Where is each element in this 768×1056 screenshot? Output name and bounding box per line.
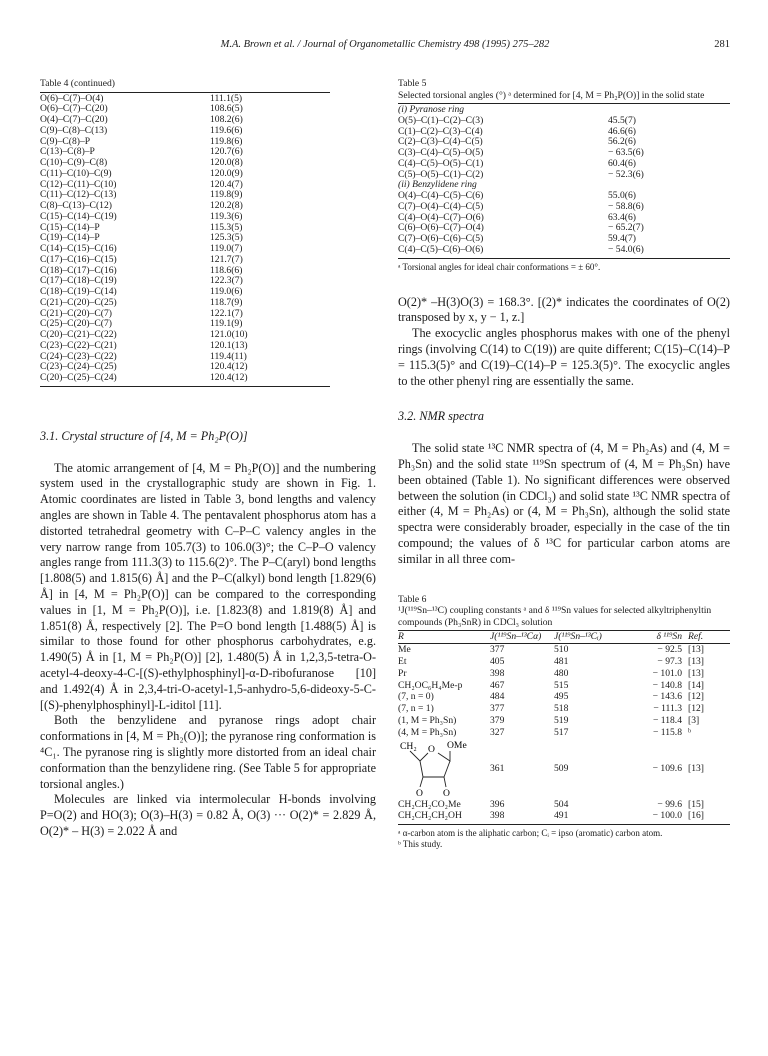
table-cell: 121.0(10) bbox=[210, 329, 248, 341]
table5-group-rows bbox=[398, 116, 730, 181]
table-cell: 484 bbox=[490, 691, 505, 703]
ring-bond-right bbox=[438, 751, 450, 761]
table-cell: [3] bbox=[688, 715, 700, 726]
table-cell: − 100.0 bbox=[652, 810, 682, 822]
table-cell: 519 bbox=[554, 715, 569, 726]
table5-group-title: (i) Pyranose ring bbox=[398, 104, 465, 116]
table-cell: 405 bbox=[490, 656, 505, 668]
table-cell: − 115.8 bbox=[652, 726, 682, 738]
table-cell: 45.5(7) bbox=[608, 114, 636, 126]
table-row bbox=[40, 169, 376, 180]
table-cell: Et bbox=[398, 656, 407, 668]
right-paragraph-continued: O(2)* –H(3)O(3) = 168.3°. [(2)* indicates the coordinates of O(2) transposed by x, y − 1, z.] bbox=[398, 294, 730, 325]
table5 bbox=[398, 78, 730, 273]
table5-footnote: ᵃ Torsional angles for ideal chair conformations = ± 60°. bbox=[398, 261, 601, 272]
table6-bottom-rule bbox=[398, 824, 730, 825]
table4 bbox=[40, 78, 376, 387]
table-cell: ᵇ bbox=[688, 726, 691, 738]
table-cell: CH₂OC₆H₄Me-p bbox=[398, 679, 463, 691]
table-cell: 120.1(13) bbox=[210, 339, 248, 351]
table-cell: C(21)–C(20)–C(25) bbox=[40, 296, 117, 308]
table-cell: C(2)–C(3)–C(4)–C(5) bbox=[398, 136, 483, 148]
table6-cell: 509 bbox=[554, 762, 569, 774]
table6-header-delta-sn: δ ¹¹⁹Sn bbox=[656, 631, 682, 643]
table6-structure-row bbox=[398, 739, 730, 799]
table-cell: C(19)–C(14)–P bbox=[40, 232, 100, 244]
table4-rows bbox=[40, 94, 376, 384]
table-cell: 517 bbox=[554, 726, 569, 738]
table5-caption: Table 5 bbox=[398, 78, 427, 89]
table-cell: − 63.5(6) bbox=[608, 147, 644, 159]
table-row bbox=[398, 703, 730, 715]
table-cell: O(4)–C(7)–C(20) bbox=[40, 114, 108, 126]
table-cell: CH₂CH₂CH₂OH bbox=[398, 810, 462, 822]
table-cell: [16] bbox=[688, 810, 704, 822]
table-cell: (1, M = Ph₃Sn) bbox=[398, 715, 457, 726]
structure-cell-spacer bbox=[398, 763, 490, 775]
table-cell: 467 bbox=[490, 679, 505, 691]
table-cell: C(14)–C(15)–C(16) bbox=[40, 243, 117, 255]
table-cell: C(20)–C(25)–C(24) bbox=[40, 372, 117, 384]
table-cell: − 140.8 bbox=[652, 679, 682, 691]
table6-footnote-b: ᵇ This study. bbox=[398, 839, 443, 850]
table-row bbox=[398, 245, 730, 256]
table-cell: 118.7(9) bbox=[210, 296, 243, 308]
table-cell: 518 bbox=[554, 703, 569, 715]
table-cell: − 58.8(6) bbox=[608, 200, 644, 212]
table-cell: − 97.3 bbox=[657, 656, 682, 668]
table-cell: C(3)–C(4)–C(5)–O(5) bbox=[398, 147, 484, 159]
table-row bbox=[398, 680, 730, 692]
table-cell: 504 bbox=[554, 798, 569, 810]
table-cell: C(9)–C(8)–C(13) bbox=[40, 124, 108, 136]
right-paragraph-2: The exocyclic angles phosphorus makes with one of the phenyl rings (involving C(14) to C(19)) are quite different; C(15)–C(14)–P = 115.3(5)° and C(19)–C(14)–P = 125.3(5)°. The exocyclic angles to the other phenyl ring are essentially the same. bbox=[398, 326, 730, 388]
table-cell: O(6)–C(7)–O(4) bbox=[40, 92, 104, 104]
table-row bbox=[40, 255, 376, 266]
table-cell: C(18)–C(17)–C(16) bbox=[40, 264, 117, 276]
table-cell: C(15)–C(14)–C(19) bbox=[40, 210, 117, 222]
page-number: 281 bbox=[714, 39, 730, 50]
table-cell: 377 bbox=[490, 644, 505, 656]
table-row bbox=[398, 715, 730, 727]
table4-bottom-rule bbox=[40, 386, 330, 387]
table-cell: 108.6(5) bbox=[210, 103, 243, 115]
table-cell: 120.4(12) bbox=[210, 361, 248, 373]
table-cell: CH₂CH₂CO₂Me bbox=[398, 798, 461, 810]
table-cell: [13] bbox=[688, 667, 704, 679]
table-cell: − 101.0 bbox=[652, 667, 682, 679]
table-cell: C(7)–O(4)–C(4)–C(5) bbox=[398, 200, 484, 212]
table6-header-ref: Ref. bbox=[688, 631, 704, 643]
table-cell: C(20)–C(21)–C(22) bbox=[40, 329, 117, 341]
struct-label-ome: OMe bbox=[447, 739, 467, 751]
table-cell: C(21)–C(20)–C(7) bbox=[40, 307, 112, 319]
right-column bbox=[398, 78, 730, 850]
table-cell: 121.7(7) bbox=[210, 253, 243, 265]
table-cell: O(5)–C(1)–C(2)–C(3) bbox=[398, 114, 484, 126]
table-cell: 115.3(5) bbox=[210, 221, 243, 233]
table-cell: C(25)–C(20)–C(7) bbox=[40, 318, 112, 330]
table-cell: 495 bbox=[554, 691, 569, 703]
table-cell: 480 bbox=[554, 667, 569, 679]
table-cell: O(6)–C(7)–C(20) bbox=[40, 103, 108, 115]
table-cell: 55.0(6) bbox=[608, 190, 636, 202]
table-cell: C(4)–C(5)–O(5)–C(1) bbox=[398, 157, 484, 169]
table-cell: 63.4(6) bbox=[608, 211, 636, 223]
table-cell: 119.0(7) bbox=[210, 243, 243, 255]
table-row bbox=[398, 644, 730, 656]
table-cell: Me bbox=[398, 644, 411, 656]
table6 bbox=[398, 594, 730, 851]
table-cell: [12] bbox=[688, 703, 704, 715]
table-cell: 56.2(6) bbox=[608, 136, 636, 148]
table-cell: C(23)–C(22)–C(21) bbox=[40, 339, 117, 351]
table-cell: 377 bbox=[490, 703, 505, 715]
section-3-2-paragraph: The solid state ¹³C NMR spectra of (4, M = Ph₂As) and (4, M = Ph₃Sn) and the solid state ¹¹⁹Sn spectrum of (4, M = Ph₃Sn) have been obtained (Table 1). No significant differences were observed between the solution (in CDCl₃) and solid state ¹³C NMR spectra of either (4, M = Ph₂As) or (4, M = Ph₃Sn), although the solid state spectra were considerably broader, especially in the case of the tin compound; the values of δ ¹³C for particular carbon atoms are similar in all three com- bbox=[398, 441, 730, 566]
table-cell: − 92.5 bbox=[657, 644, 682, 656]
table6-footnote-a: ᵃ α-carbon atom is the aliphatic carbon; Cᵢ = ipso (aromatic) carbon atom. bbox=[398, 828, 663, 839]
table-cell: 118.6(6) bbox=[210, 264, 243, 276]
table-row bbox=[398, 810, 730, 822]
table-cell: 510 bbox=[554, 644, 569, 656]
table-row bbox=[40, 298, 376, 309]
struct-label-o-left: O bbox=[416, 787, 423, 799]
table6-header-row bbox=[398, 631, 730, 643]
table-cell: C(1)–C(2)–C(3)–C(4) bbox=[398, 125, 483, 137]
bond-to-o-left bbox=[420, 777, 423, 787]
running-header bbox=[40, 39, 730, 55]
table-row bbox=[40, 212, 376, 223]
table-cell: − 52.3(6) bbox=[608, 168, 644, 180]
table-cell: 46.6(6) bbox=[608, 125, 636, 137]
table5-subcaption: Selected torsional angles (°) ᵃ determined for [4, M = Ph₂P(O)] in the solid state bbox=[398, 89, 705, 101]
table6-header-j-calpha: J(¹¹⁹Sn–¹³Cα) bbox=[490, 631, 542, 643]
table-cell: 111.1(5) bbox=[210, 92, 243, 104]
table-row bbox=[40, 341, 376, 352]
section-3-1-paragraph-1: The atomic arrangement of [4, M = Ph₂P(O)] and the numbering system used in the crystallographic study are shown in Fig. 1. Atomic coordinates are listed in Table 3, bond lengths and valency angles are shown in Table 4. The pentavalent phosphorus atom has a distorted tetrahedral geometry with C–P–C valency angles in the very narrow range from 105.7(3) to 106.0(3)°; the C–P–O valency angles range from 111.3(3) to 115.6(2)°. The P–C(aryl) bond lengths [1.808(5) and 1.815(6) Å] and the P–C(alkyl) bond length [1.829(6) Å] in [4, M = Ph₂P(O)] can be compared to the corresponding values in [1, M = Ph₂P(O)], i.e. [1.823(8) and 1.819(8) Å] and 1.851(8) Å, respectively [2]. The P=O bond length [1.488(5) Å] is similar to those found for other phosphorus carbohydrates, e.g. 1.490(5) Å in [1, M = Ph₂P(O)] [2], 1.480(5) Å in 1,2,3,5-tetra-O-acetyl-4-deoxy-4-C-[(S)-ethylphosphinyl]-α-D-ribofuranose [10] and 1.492(4) Å in 2,3,4-tri-O-acetyl-1,5-anhydro-5,6-dideoxy-5-C-[(S)-phenylphosphinyl]-L-iditol [11]. bbox=[40, 460, 376, 712]
table-cell: [12] bbox=[688, 691, 704, 703]
table-cell: 120.2(8) bbox=[210, 200, 243, 212]
table-cell: 481 bbox=[554, 656, 569, 668]
table4-caption: Table 4 (continued) bbox=[40, 78, 115, 89]
table-cell: (7, n = 0) bbox=[398, 691, 434, 703]
table-cell: C(9)–C(8)–P bbox=[40, 135, 91, 147]
table-row bbox=[40, 373, 376, 384]
table-cell: C(10)–C(9)–C(8) bbox=[40, 157, 108, 169]
table-cell: 491 bbox=[554, 810, 569, 822]
section-3-1-paragraph-2: Both the benzylidene and pyranose rings adopt chair conformations in [4, M = Ph₂(O)]; the pyranose ring conformation is ⁴C₁. The pyranose ring is slightly more distorted from an ideal chair conformation than the benzylidene ring. (See Table 5 for appropriate torsional angles.) bbox=[40, 713, 376, 791]
table-cell: (4, M = Ph₃Sn) bbox=[398, 726, 457, 738]
table-cell: C(6)–O(6)–C(7)–O(4) bbox=[398, 222, 484, 234]
ring-bond-left bbox=[410, 751, 428, 761]
table6-cell: 361 bbox=[490, 762, 505, 774]
section-3-1-heading: 3.1. Crystal structure of [4, M = Ph₂P(O)] bbox=[40, 428, 248, 443]
left-column bbox=[40, 78, 376, 840]
table-cell: C(15)–C(14)–P bbox=[40, 221, 100, 233]
table-cell: C(23)–C(24)–C(25) bbox=[40, 361, 117, 373]
running-title: M.A. Brown et al. / Journal of Organometallic Chemistry 498 (1995) 275–282 bbox=[220, 39, 550, 50]
table-row bbox=[40, 126, 376, 137]
table-cell: [13] bbox=[688, 656, 704, 668]
table-cell: 122.3(7) bbox=[210, 275, 243, 287]
table-cell: C(5)–O(5)–C(1)–C(2) bbox=[398, 168, 484, 180]
table6-rows-after bbox=[398, 799, 730, 823]
table5-group-rows bbox=[398, 191, 730, 256]
table5-group-title: (ii) Benzylidene ring bbox=[398, 179, 477, 191]
table-cell: Pr bbox=[398, 667, 407, 679]
table-cell: 59.4(7) bbox=[608, 233, 636, 245]
table-cell: − 99.6 bbox=[657, 798, 682, 810]
table-cell: 120.4(12) bbox=[210, 372, 248, 384]
struct-label-o-right: O bbox=[443, 787, 450, 799]
struct-label-ch2: CH₂ bbox=[400, 740, 417, 752]
table-cell: C(4)–C(5)–C(6)–O(6) bbox=[398, 243, 484, 255]
table-cell: − 111.3 bbox=[653, 703, 682, 715]
table-cell: O(4)–C(4)–C(5)–C(6) bbox=[398, 190, 484, 202]
table-cell: 327 bbox=[490, 726, 505, 738]
section-3-2-heading: 3.2. NMR spectra bbox=[398, 409, 484, 424]
table-cell: 119.4(11) bbox=[210, 350, 247, 362]
section-3-1-paragraph-3: Molecules are linked via intermolecular H-bonds involving P=O(2) and HO(3); O(3)–H(3) = 0.82 Å, O(3) ··· O(2)* = 2.829 Å, O(2)* – H(3) = 2.022 Å and bbox=[40, 792, 376, 838]
table-cell: 108.2(6) bbox=[210, 114, 243, 126]
table-row bbox=[398, 656, 730, 668]
table6-rows bbox=[398, 644, 730, 738]
table-cell: (7, n = 1) bbox=[398, 703, 434, 715]
table-row bbox=[398, 691, 730, 703]
table-cell: 119.3(6) bbox=[210, 210, 243, 222]
table6-body bbox=[398, 631, 730, 822]
table-cell: [14] bbox=[688, 679, 704, 691]
table-cell: 396 bbox=[490, 798, 505, 810]
table-cell: 379 bbox=[490, 715, 505, 726]
table-cell: − 118.4 bbox=[652, 715, 682, 726]
table-cell: 120.4(7) bbox=[210, 178, 243, 190]
table-cell: C(8)–C(13)–C(12) bbox=[40, 200, 112, 212]
table-cell: − 54.0(6) bbox=[608, 243, 644, 255]
table-cell: C(12)–C(11)–C(10) bbox=[40, 178, 117, 190]
table-cell: 119.6(6) bbox=[210, 124, 243, 136]
struct-label-ring-o: O bbox=[428, 743, 435, 755]
table6-header-j-cipso: J(¹¹⁹Sn–¹³Cᵢ) bbox=[554, 631, 602, 643]
table6-cell: [13] bbox=[688, 762, 704, 774]
table-row bbox=[398, 727, 730, 739]
table-cell: 398 bbox=[490, 667, 505, 679]
bond-to-o-right bbox=[444, 777, 446, 787]
table-cell: 120.0(8) bbox=[210, 157, 243, 169]
table-cell: 515 bbox=[554, 679, 569, 691]
table-cell: 120.0(9) bbox=[210, 167, 243, 179]
table-cell: 119.8(9) bbox=[210, 189, 243, 201]
table5-bottom-rule bbox=[398, 258, 730, 259]
table-cell: 398 bbox=[490, 810, 505, 822]
table6-caption: Table 6 bbox=[398, 593, 427, 605]
table-cell: [15] bbox=[688, 798, 704, 810]
table-cell: − 65.2(7) bbox=[608, 222, 644, 234]
table-row bbox=[398, 668, 730, 680]
table-cell: 119.1(9) bbox=[210, 318, 243, 330]
table-cell: C(11)–C(12)–C(13) bbox=[40, 189, 117, 201]
table-cell: 60.4(6) bbox=[608, 157, 636, 169]
table-cell: 119.8(6) bbox=[210, 135, 243, 147]
table-cell: C(11)–C(10)–C(9) bbox=[40, 167, 112, 179]
table-cell: C(13)–C(8)–P bbox=[40, 146, 95, 158]
table-row bbox=[398, 799, 730, 811]
table-cell: C(4)–O(4)–C(7)–O(6) bbox=[398, 211, 484, 223]
table-cell: C(18)–C(19)–C(14) bbox=[40, 286, 117, 298]
table-cell: C(7)–O(6)–C(6)–C(5) bbox=[398, 233, 484, 245]
table-cell: C(24)–C(23)–C(22) bbox=[40, 350, 117, 362]
table-cell: 120.7(6) bbox=[210, 146, 243, 158]
table-cell: C(17)–C(16)–C(15) bbox=[40, 253, 117, 265]
table6-header-r: R bbox=[398, 631, 404, 643]
table-cell: 122.1(7) bbox=[210, 307, 243, 319]
table6-subcaption: ¹J(¹¹⁹Sn–¹³C) coupling constants ᵃ and δ ¹¹⁹Sn values for selected alkyltriphenyltin compounds (Ph₃SnR) in CDCl₃ solution bbox=[398, 605, 712, 628]
table-cell: 119.0(6) bbox=[210, 286, 243, 298]
table-cell: − 143.6 bbox=[652, 691, 682, 703]
table-cell: [13] bbox=[688, 644, 704, 656]
table5-rows bbox=[398, 105, 730, 256]
table-cell: 125.3(5) bbox=[210, 232, 243, 244]
table6-cell: − 109.6 bbox=[652, 762, 682, 774]
table-cell: C(17)–C(18)–C(19) bbox=[40, 275, 117, 287]
table6-structure-values bbox=[398, 763, 728, 775]
